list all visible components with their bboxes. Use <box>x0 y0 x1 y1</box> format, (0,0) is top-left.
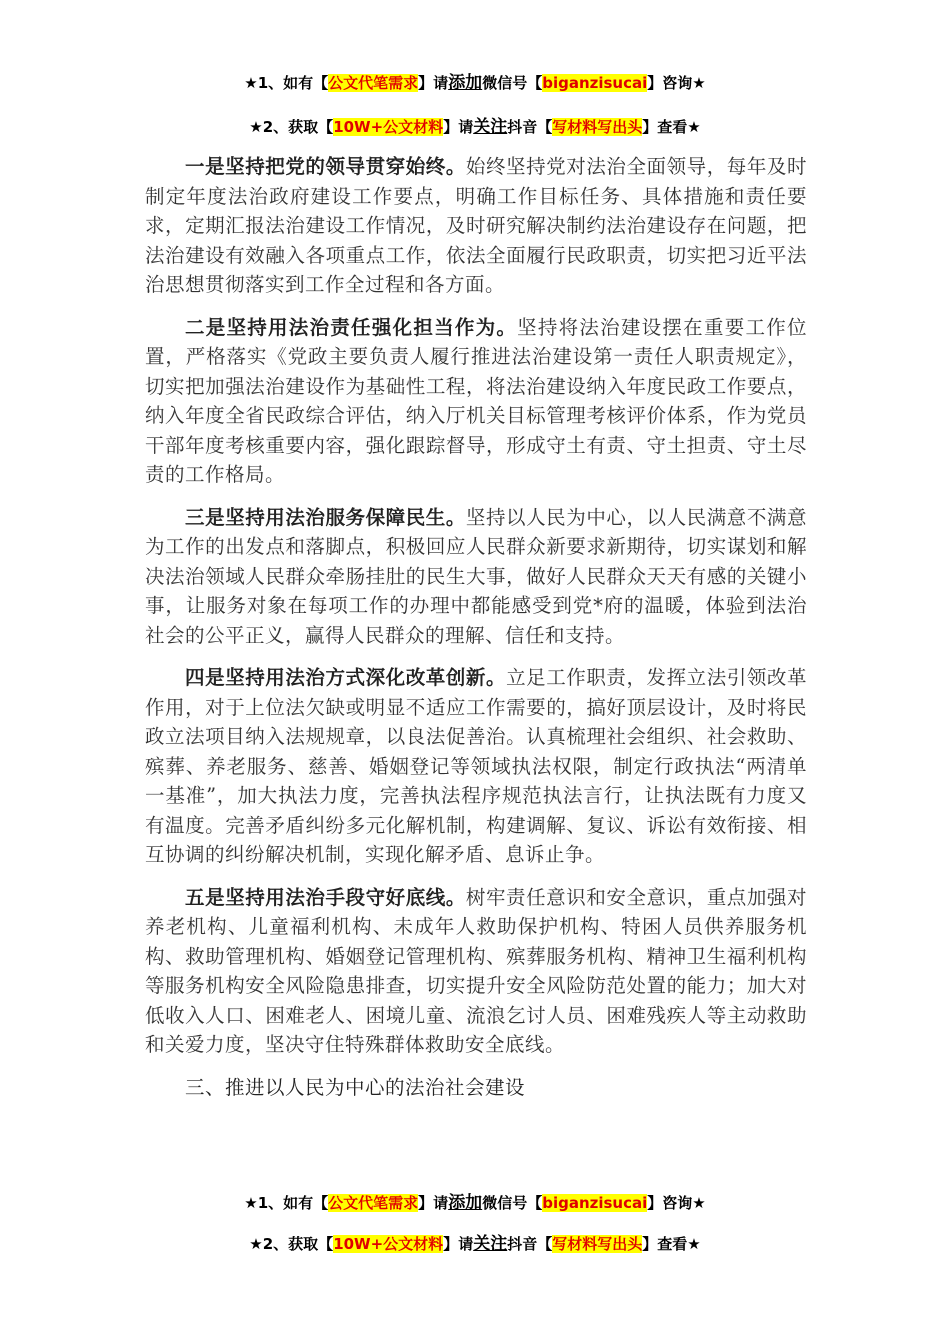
section-heading: 三、推进以人民为中心的法治社会建设 <box>185 1075 526 1099</box>
paragraph-body: 坚持将法治建设摆在重要工作位置，严格落实《党政主要负责人履行推进法治建设第一责任人职责规定》，切实把加强法治建设作为基础性工程，将法治建设纳入年度民政工作要点，纳入年度全省民政综合评估，纳入厅机关目标管理考核评价体系，作为党员干部年度考核重要内容，强化跟踪督导，形成守土有责、守土担责、守土尽责的工作格局。 <box>145 315 807 486</box>
banner-emphasis: 添加 <box>448 73 483 93</box>
paragraph-lead: 一是坚持把党的领导贯穿始终。 <box>185 155 466 178</box>
ad-banner-line-1-bottom <box>0 1188 950 1213</box>
banner-text: 】咨询★ <box>647 74 706 92</box>
paragraph <box>145 152 807 300</box>
banner-emphasis: 关注 <box>473 117 508 137</box>
paragraph <box>145 503 807 651</box>
ad-banner-line-2-top <box>0 112 950 137</box>
paragraph-body: 树牢责任意识和安全意识，重点加强对养老机构、儿童福利机构、未成年人救助保护机构、特困人员供养服务机构、救助管理机构、婚姻登记管理机构、殡葬服务机构、精神卫生福利机构等服务机构安全风险隐患排查，切实提升安全风险防范处置的能力；加大对低收入人口、困难老人、困境儿童、流浪乞讨人员、困难残疾人等主动救助和关爱力度，坚决守住特殊群体救助安全底线。 <box>145 885 807 1056</box>
banner-text: 】咨询★ <box>647 1194 706 1212</box>
banner-highlight: 10W+公文材料 <box>333 1235 444 1253</box>
banner-text: ★2、获取【 <box>249 1235 334 1253</box>
banner-highlight: biganzisucai <box>542 74 648 92</box>
banner-highlight: 公文代笔需求 <box>328 74 419 92</box>
banner-emphasis: 添加 <box>448 1193 483 1213</box>
banner-text: 】查看★ <box>642 118 701 136</box>
banner-text: 】请 <box>443 118 474 136</box>
paragraph-lead: 五是坚持用法治手段守好底线。 <box>185 885 466 909</box>
banner-text: 】请 <box>418 74 449 92</box>
paragraph-lead: 二是坚持用法治责任强化担当作为。 <box>185 315 518 339</box>
ad-banner-line-2-bottom <box>0 1229 950 1254</box>
banner-text: 微信号【 <box>482 74 543 92</box>
banner-text: 抖音【 <box>507 118 553 136</box>
paragraph <box>145 663 807 870</box>
banner-text: ★1、如有【 <box>244 74 329 92</box>
banner-text: 抖音【 <box>507 1235 553 1253</box>
ad-banner-line-1-top <box>0 68 950 93</box>
banner-highlight: 10W+公文材料 <box>333 118 444 136</box>
paragraph-lead: 三是坚持用法治服务保障民生。 <box>185 505 466 529</box>
banner-text: 】请 <box>418 1194 449 1212</box>
banner-highlight: 写材料写出头 <box>552 118 643 136</box>
paragraph <box>145 313 807 490</box>
banner-text: ★2、获取【 <box>249 118 334 136</box>
paragraph-body: 立足工作职责，发挥立法引领改革作用，对于上位法欠缺或明显不适应工作需要的，搞好顶层设计，及时将民政立法项目纳入法规规章，以良法促善治。认真梳理社会组织、社会救助、殡葬、养老服务、慈善、婚姻登记等领域执法权限，制定行政执法“两清单一基准”，加大执法力度，完善执法程序规范执法言行，让执法既有力度又有温度。完善矛盾纠纷多元化解机制，构建调解、复议、诉讼有效衔接、相互协调的纠纷解决机制，实现化解矛盾、息诉止争。 <box>145 666 807 866</box>
paragraph <box>145 883 807 1060</box>
banner-text: 微信号【 <box>482 1194 543 1212</box>
banner-highlight: 公文代笔需求 <box>328 1194 419 1212</box>
paragraph-lead: 四是坚持用法治方式深化改革创新。 <box>185 666 507 689</box>
banner-emphasis: 关注 <box>473 1234 508 1254</box>
banner-text: ★1、如有【 <box>244 1194 329 1212</box>
banner-highlight: biganzisucai <box>542 1194 648 1212</box>
banner-highlight: 写材料写出头 <box>552 1235 643 1253</box>
paragraph-body: 始终坚持党对法治全面领导，每年及时制定年度法治政府建设工作要点，明确工作目标任务、具体措施和责任要求，定期汇报法治建设工作情况，及时研究解决制约法治建设存在问题，把法治建设有效融入各项重点工作，依法全面履行民政职责，切实把习近平法治思想贯彻落实到工作全过程和各方面。 <box>145 155 807 296</box>
document-body <box>145 152 807 1102</box>
paragraph-body: 坚持以人民为中心，以人民满意不满意为工作的出发点和落脚点，积极回应人民群众新要求新期待，切实谋划和解决法治领域人民群众牵肠挂肚的民生大事，做好人民群众天天有感的关键小事，让服务对象在每项工作的办理中都能感受到党*府的温暖，体验到法治社会的公平正义，赢得人民群众的理解、信任和支持。 <box>145 505 807 647</box>
banner-text: 】查看★ <box>642 1235 701 1253</box>
banner-text: 】请 <box>443 1235 474 1253</box>
